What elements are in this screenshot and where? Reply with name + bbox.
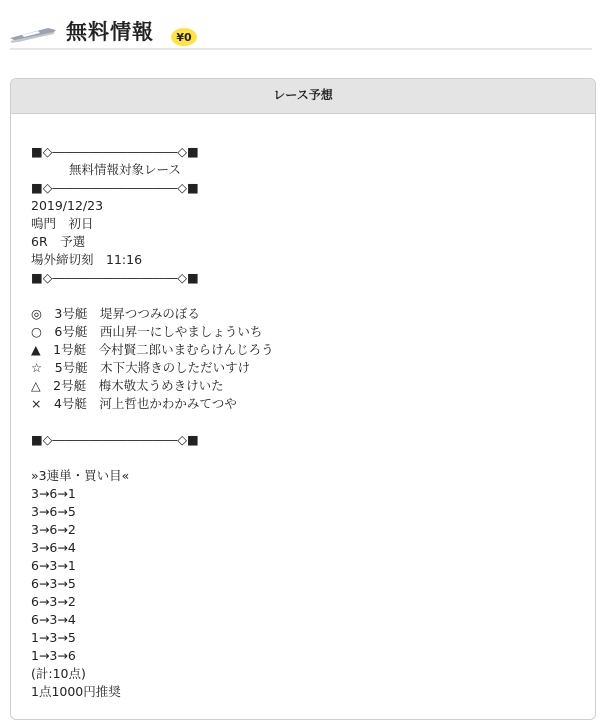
prediction-item: × 4号艇 河上哲也かわかみてつや — [31, 396, 237, 411]
race-date: 2019/12/23 — [31, 198, 104, 213]
panel-content — [31, 143, 585, 701]
prediction-item: △ 2号艇 梅木敬太うめきけいた — [31, 378, 224, 393]
page-title: 無料情報 — [66, 20, 154, 44]
prediction-item: ◎ 3号艇 堤昇つつみのぼる — [31, 306, 200, 321]
panel-title: レース予想 — [11, 79, 595, 114]
bets-total: (計:10点) — [31, 666, 86, 681]
bet-combo: 6→3→2 — [31, 594, 76, 609]
bet-combo: 3→6→2 — [31, 522, 76, 537]
bet-combo: 1→3→5 — [31, 630, 76, 645]
yen-badge-icon — [170, 26, 198, 46]
bets-recommend: 1点1000円推奨 — [31, 684, 121, 699]
prediction-item: ☆ 5号艇 木下大將きのしただいすけ — [31, 360, 251, 375]
race-deadline: 場外締切刻 11:16 — [31, 252, 143, 267]
separator-line: ■◇――――――――――◇■ — [31, 180, 199, 195]
header-divider — [10, 48, 592, 50]
race-venue: 鳴門 初日 — [31, 216, 94, 231]
prediction-item: ○ 6号艇 西山昇一にしやましょういち — [31, 324, 263, 339]
badge-text: ¥0 — [176, 31, 192, 44]
bet-combo: 6→3→5 — [31, 576, 76, 591]
bet-combo: 3→6→5 — [31, 504, 76, 519]
boat-icon — [8, 20, 58, 46]
bet-combo: 3→6→4 — [31, 540, 76, 555]
separator-line: ■◇――――――――――◇■ — [31, 144, 199, 159]
separator-line: ■◇――――――――――◇■ — [31, 270, 199, 285]
separator-line: ■◇――――――――――◇■ — [31, 432, 199, 447]
bet-combo: 3→6→1 — [31, 486, 76, 501]
prediction-item: ▲ 1号艇 今村賢二郎いまむらけんじろう — [31, 342, 274, 357]
target-race-label: 無料情報対象レース — [69, 162, 181, 177]
race-prediction-panel — [10, 78, 596, 720]
bet-combo: 6→3→1 — [31, 558, 76, 573]
bets-heading: »3連単・買い目« — [31, 468, 130, 483]
page-header — [0, 0, 600, 56]
race-name: 6R 予選 — [31, 234, 86, 249]
bet-combo: 6→3→4 — [31, 612, 76, 627]
bet-combo: 1→3→6 — [31, 648, 76, 663]
